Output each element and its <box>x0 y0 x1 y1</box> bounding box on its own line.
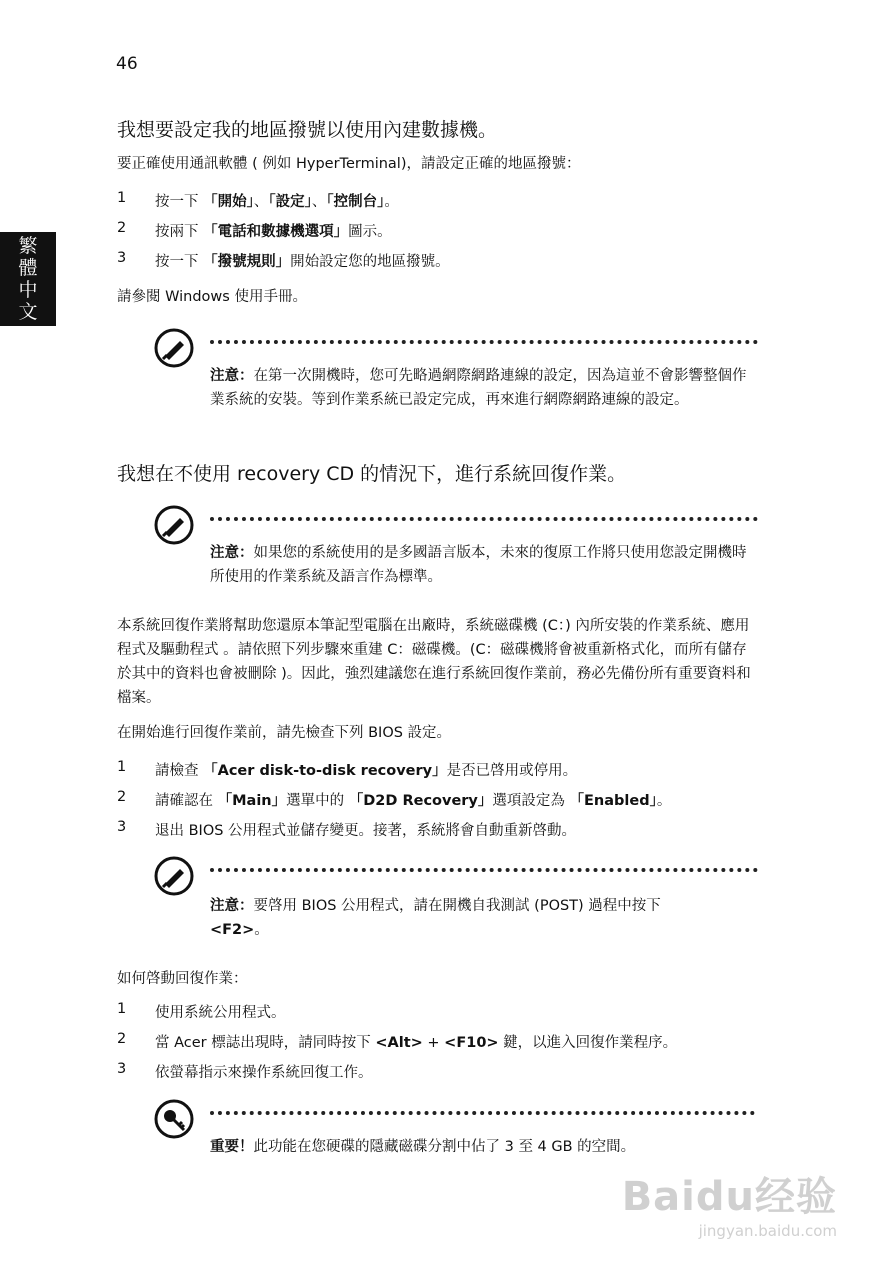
list-item: 使用系統公用程式。 <box>155 1005 286 1021</box>
pen-note-icon <box>153 504 195 546</box>
note-divider <box>210 340 758 344</box>
paragraph: 在開始進行回復作業前，請先檢查下列 BIOS 設定。 <box>117 725 452 741</box>
list-number: 2 <box>117 220 127 236</box>
language-tab-char: 體 <box>18 257 38 279</box>
key-important-icon <box>153 1098 195 1140</box>
list-item: 按一下 「撥號規則」開始設定您的地區撥號。 <box>155 254 450 270</box>
watermark <box>622 1165 837 1240</box>
paragraph: 要正確使用通訊軟體 ( 例如 HyperTerminal)，請設定正確的地區撥號： <box>117 156 581 172</box>
list-item: 請確認在 「Main」選單中的 「D2D Recovery」選項設定為 「Enabled」。 <box>155 793 672 809</box>
list-number: 3 <box>117 250 127 266</box>
list-number: 2 <box>117 1031 127 1047</box>
list-item: 請檢查 「Acer disk-to-disk recovery」是否已啓用或停用。 <box>155 763 578 779</box>
watermark-brand: Baidu经验 <box>621 1174 837 1220</box>
list-number: 1 <box>117 190 127 206</box>
language-tab-char: 文 <box>18 301 38 323</box>
section-heading: 我想要設定我的地區撥號以使用內建數據機。 <box>117 119 498 141</box>
list-item: 當 Acer 標誌出現時，請同時按下 <Alt> + <F10> 鍵，以進入回復作業程序。 <box>155 1035 678 1051</box>
pen-note-icon <box>153 855 195 897</box>
note-text: 注意：要啓用 BIOS 公用程式，請在開機自我測試 (POST) 過程中按下 <F2>。 <box>210 898 661 938</box>
language-tab-char: 繁 <box>18 235 38 257</box>
list-item: 按一下 「開始」、「設定」、「控制台」。 <box>155 194 399 210</box>
note-text: 注意：在第一次開機時，您可先略過網際網路連線的設定，因為這並不會影響整個作業系統的安裝。等到作業系統已設定完成，再來進行網際網路連線的設定。 <box>210 368 747 408</box>
pen-note-icon <box>153 327 195 369</box>
list-number: 1 <box>117 759 127 775</box>
list-number: 3 <box>117 1061 127 1077</box>
language-tab <box>0 232 56 326</box>
list-item: 退出 BIOS 公用程式並儲存變更。接著，系統將會自動重新啓動。 <box>155 823 577 839</box>
note-divider <box>210 517 758 521</box>
important-note-text: 重要！此功能在您硬碟的隱藏磁碟分割中佔了 3 至 4 GB 的空間。 <box>210 1139 636 1155</box>
section-heading: 我想在不使用 recovery CD 的情況下，進行系統回復作業。 <box>117 463 627 485</box>
list-number: 2 <box>117 789 127 805</box>
list-item: 按兩下 「電話和數據機選項」圖示。 <box>155 224 392 240</box>
watermark-url: jingyan.baidu.com <box>698 1222 837 1240</box>
note-text: 注意：如果您的系統使用的是多國語言版本，未來的復原工作將只使用您設定開機時所使用的作業系統及語言作為標準。 <box>210 545 747 585</box>
paragraph: 請參閱 Windows 使用手冊。 <box>117 289 307 305</box>
list-number: 1 <box>117 1001 127 1017</box>
list-item: 依螢幕指示來操作系統回復工作。 <box>155 1065 373 1081</box>
list-number: 3 <box>117 819 127 835</box>
page-number: 46 <box>116 54 138 74</box>
note-divider <box>210 1111 755 1115</box>
paragraph: 本系統回復作業將幫助您還原本筆記型電腦在出廠時，系統磁碟機 (C：) 內所安裝的作業系統、應用程式及驅動程式 。請依照下列步驟來重建 C：磁碟機。(C：磁碟機將會被重新格式化，而所有儲存於其中的資料也會被刪除 )。因此，強烈建議您在進行系統回復作業前，務必先備份所有重要資料和檔案。 <box>117 618 751 706</box>
note-divider <box>210 868 758 872</box>
paragraph: 如何啓動回復作業： <box>117 971 248 987</box>
language-tab-char: 中 <box>18 279 38 301</box>
